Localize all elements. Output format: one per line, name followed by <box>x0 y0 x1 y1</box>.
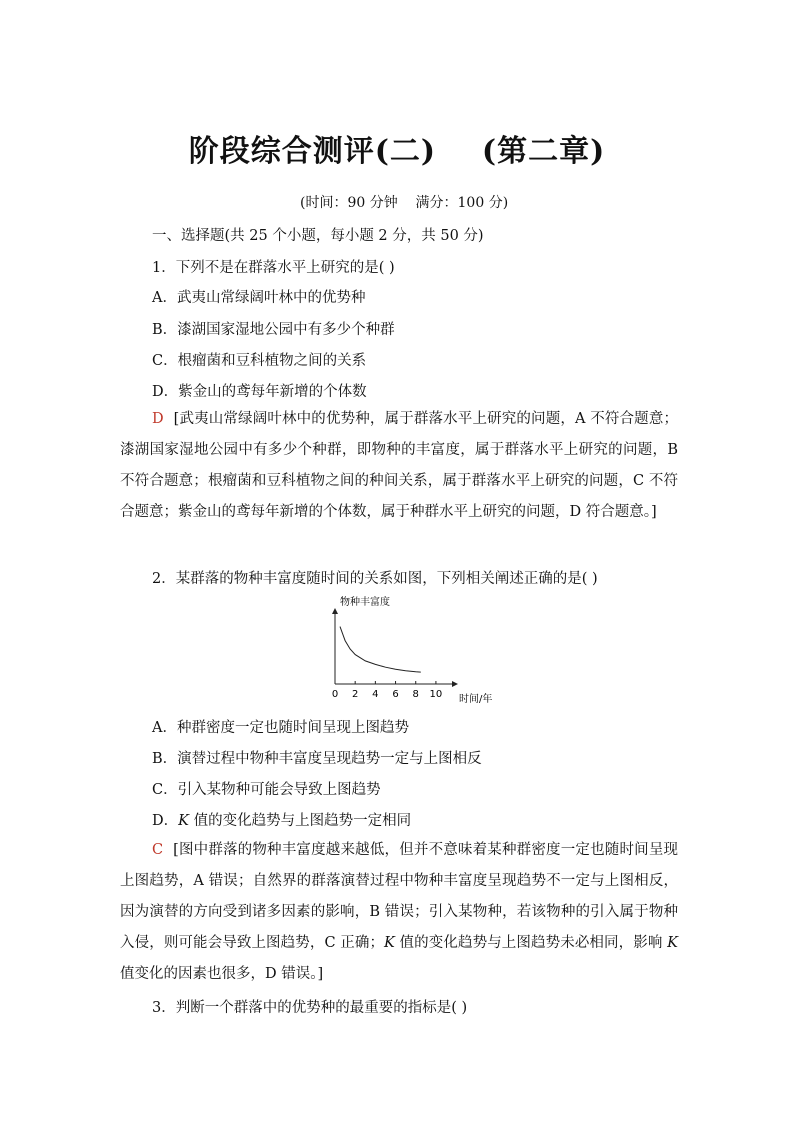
exam-info: (时间：90 分钟 满分：100 分) <box>300 195 509 211</box>
chart-x-tick-label: 10 <box>429 689 443 700</box>
question-2-answer: C [图中群落的物种丰富度越来越低，但并不意味着某种群密度一定也随时间呈现上图趋势，A 错误；自然界的群落演替过程中物种丰富度呈现趋势不一定与上图相反，因为演替的方向受到诸多因素的影响，B 错误；引入某物种，若该物种的引入属于物种入侵，则可能会导致上图趋势，C 正确；K 值的变化趋势与上图趋势未必相同，影响 K 值变化的因素也很多，D 错误。] <box>120 842 679 982</box>
chart-x-tick-label: 8 <box>412 689 419 700</box>
chart-y-arrow <box>332 608 338 614</box>
chart-x-arrow <box>452 681 458 687</box>
answer-explanation: [武夷山常绿阔叶林中的优势种，属于群落水平上研究的问题，A 不符合题意；漆湖国家湿地公园中有多少个种群，即物种的丰富度，属于群落水平上研究的问题，B 不符合题意；根瘤菌和豆科植物之间的种间关系，属于群落水平上研究的问题，C 不符合题意；紫金山的鸢每年新增的个体数，属于种群水平上研究的问题，D 符合题意。] <box>120 411 678 520</box>
chart-x-tick-label: 0 <box>331 689 339 700</box>
answer-letter: C <box>152 842 164 858</box>
chart-x-label: 时间/年 <box>459 694 493 705</box>
question-2-option-c: C．引入某物种可能会导致上图趋势 <box>152 782 381 798</box>
question-1-stem: 1．下列不是在群落水平上研究的是( ) <box>152 260 395 276</box>
question-1-option-d: D．紫金山的鸢每年新增的个体数 <box>152 384 367 400</box>
answer-letter: D <box>152 411 164 427</box>
question-3-stem: 3．判断一个群落中的优势种的最重要的指标是( ) <box>152 1000 468 1016</box>
chart-x-tick-label: 4 <box>372 689 379 700</box>
species-richness-chart <box>328 592 498 707</box>
question-1-option-b: B．漆湖国家湿地公园中有多少个种群 <box>152 322 395 338</box>
chart-x-tick-label: 6 <box>392 689 399 700</box>
question-1-option-a: A．武夷山常绿阔叶林中的优势种 <box>152 290 366 306</box>
page-title: 阶段综合测评(二) (第二章) <box>188 134 606 169</box>
chart-y-label: 物种丰富度 <box>340 597 390 608</box>
question-1-option-c: C．根瘤菌和豆科植物之间的关系 <box>152 353 367 369</box>
section-heading: 一、选择题(共 25 个小题，每小题 2 分，共 50 分) <box>152 228 484 244</box>
question-2-stem: 2．某群落的物种丰富度随时间的关系如图，下列相关阐述正确的是( ) <box>152 571 598 587</box>
question-1-answer <box>120 404 678 528</box>
question-2-option-d: D．K 值的变化趋势与上图趋势一定相同 <box>152 813 412 829</box>
question-2-option-a: A．种群密度一定也随时间呈现上图趋势 <box>152 720 409 736</box>
chart-series-line <box>340 627 421 673</box>
question-2-option-b: B．演替过程中物种丰富度呈现趋势一定与上图相反 <box>152 751 482 767</box>
chart-x-tick-label: 2 <box>351 689 359 700</box>
